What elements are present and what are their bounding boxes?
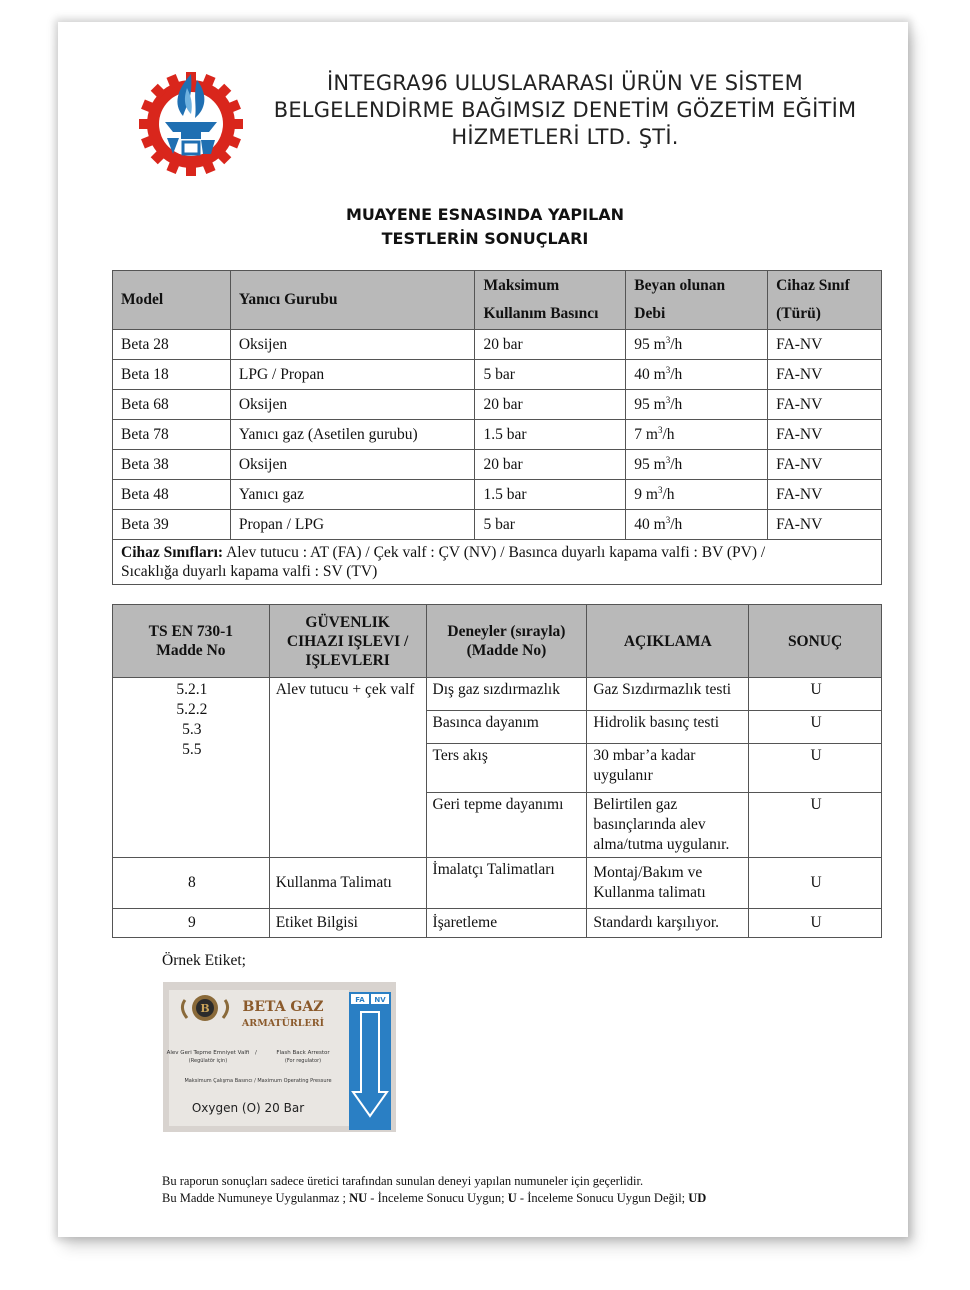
company-name (270, 70, 860, 151)
tests-table-header (113, 605, 882, 678)
label-line-3: Maksimum Çalışma Basıncı / Maximum Operating Pressure (184, 1078, 332, 1084)
cell-class: FA-NV (768, 360, 882, 390)
cell-pressure: 20 bar (475, 390, 626, 420)
cell-result: U (749, 909, 882, 938)
cell-model: Beta 78 (113, 420, 231, 450)
cell-result: U (749, 711, 882, 744)
cell-flow: 95 $m^3/h$ (626, 390, 768, 420)
cell-group: Oksijen (230, 330, 475, 360)
cell-pressure: 1.5 bar (475, 420, 626, 450)
cell-pressure: 20 bar (475, 330, 626, 360)
report-notes (162, 1173, 706, 1207)
cell-description: Gaz Sızdırmazlık testi (587, 678, 749, 711)
cell-pressure: 5 bar (475, 510, 626, 540)
cell-pressure: 5 bar (475, 360, 626, 390)
header-group: Yanıcı Gurubu (230, 271, 475, 330)
cell-model: Beta 68 (113, 390, 231, 420)
table-row (113, 450, 882, 480)
header-model: Model (113, 271, 231, 330)
cell-model: Beta 38 (113, 450, 231, 480)
table-row (113, 510, 882, 540)
cell-function: Alev tutucu + çek valf (269, 678, 426, 858)
cell-result: U (749, 858, 882, 909)
table-row (113, 678, 882, 711)
table-row (113, 390, 882, 420)
cell-description: 30 mbar’a kadar uygulanır (587, 744, 749, 793)
cell-group: LPG / Propan (230, 360, 475, 390)
table-row (113, 330, 882, 360)
header-class: Cihaz Sınıf (Türü) (768, 271, 882, 330)
header-function: GÜVENLIK CIHAZI IŞLEVI / IŞLEVLERI (269, 605, 426, 678)
cell-class: FA-NV (768, 480, 882, 510)
cell-description: Montaj/Bakım ve Kullanma talimatı (587, 858, 749, 909)
cell-test: Dış gaz sızdırmazlık (426, 678, 587, 711)
sample-label-caption: Örnek Etiket; (162, 952, 246, 969)
label-brand-name: BETA GAZ (242, 999, 324, 1015)
header-result: SONUÇ (749, 605, 882, 678)
cell-test: İmalatçı Talimatları (426, 858, 587, 909)
cell-description: Belirtilen gaz basınçlarında alev alma/tutma uygulanır. (587, 793, 749, 858)
sample-label-image (163, 982, 396, 1132)
cell-group: Propan / LPG (230, 510, 475, 540)
cell-pressure: 1.5 bar (475, 480, 626, 510)
cell-class: FA-NV (768, 330, 882, 360)
cell-flow: 95 $m^3/h$ (626, 450, 768, 480)
cell-model: Beta 18 (113, 360, 231, 390)
table-row (113, 909, 882, 938)
models-table-header (113, 271, 882, 330)
cell-class: FA-NV (768, 420, 882, 450)
cell-clause: 8 (113, 858, 270, 909)
cell-result: U (749, 744, 882, 793)
footnote-text-2: Sıcaklığa duyarlı kapama valfi : SV (TV) (121, 563, 378, 580)
header-pressure: Maksimum Kullanım Basıncı (475, 271, 626, 330)
cell-test: İşaretleme (426, 909, 587, 938)
company-name-line-3: HİZMETLERİ LTD. ŞTİ. (451, 125, 679, 149)
cell-flow: 40 $m^3/h$ (626, 360, 768, 390)
label-line-1a: Alev Geri Tepme Emniyet Valfi (166, 1050, 250, 1056)
company-name-line-1: İNTEGRA96 ULUSLARARASI ÜRÜN VE SİSTEM (327, 71, 803, 95)
label-line-1b: Flash Back Arrestor (276, 1050, 330, 1056)
cell-description: Hidrolik basınç testi (587, 711, 749, 744)
cell-class: FA-NV (768, 510, 882, 540)
cell-test: Geri tepme dayanımı (426, 793, 587, 858)
cell-class: FA-NV (768, 450, 882, 480)
cell-test: Basınca dayanım (426, 711, 587, 744)
cell-model: Beta 28 (113, 330, 231, 360)
footnote-label: Cihaz Sınıfları: (121, 544, 224, 561)
cell-model: Beta 48 (113, 480, 231, 510)
cell-class: FA-NV (768, 390, 882, 420)
cell-result: U (749, 678, 882, 711)
cell-group: Oksijen (230, 390, 475, 420)
company-name-line-2: BELGELENDİRME BAĞIMSIZ DENETİM GÖZETİM EĞİTİM (273, 98, 857, 122)
label-line-2a: (Regülatör için) (188, 1058, 228, 1064)
cell-clauses: 5.2.1 5.2.2 5.3 5.5 (113, 678, 270, 858)
cell-flow: 9 $m^3/h$ (626, 480, 768, 510)
cell-model: Beta 39 (113, 510, 231, 540)
report-title (290, 203, 680, 251)
svg-text:B: B (200, 1002, 210, 1015)
note-line-1: Bu raporun sonuçları sadece üretici tarafından sunulan deneyi yapılan numuneler için geçerlidir. (162, 1174, 644, 1188)
tests-table (112, 604, 882, 938)
cell-description: Standardı karşılıyor. (587, 909, 749, 938)
cell-group: Oksijen (230, 450, 475, 480)
report-title-line-1: MUAYENE ESNASINDA YAPILAN (345, 205, 625, 224)
label-brand-sub: ARMATÜRLERİ (241, 1018, 325, 1029)
cell-pressure: 20 bar (475, 450, 626, 480)
table-row (113, 480, 882, 510)
header-flow: Beyan olunan Debi (626, 271, 768, 330)
cell-group: Yanıcı gaz (230, 480, 475, 510)
label-line-2b: (For regulator) (284, 1058, 322, 1064)
cell-function: Etiket Bilgisi (269, 909, 426, 938)
header-tests: Deneyler (sırayla) (Madde No) (426, 605, 587, 678)
footnote-text: Alev tutucu : AT (FA) / Çek valf : ÇV (NV) / Basınca duyarlı kapama valfi : BV (PV) / (223, 544, 766, 561)
table-row (113, 360, 882, 390)
cell-flow: 7 $m^3/h$ (626, 420, 768, 450)
label-badge-fa: FA (355, 996, 365, 1004)
models-table (112, 270, 882, 585)
cell-group: Yanıcı gaz (Asetilen gurubu) (230, 420, 475, 450)
label-badge-nv: NV (374, 996, 386, 1004)
table-row (113, 858, 882, 909)
header-clause: TS EN 730-1 Madde No (113, 605, 270, 678)
cell-flow: 40 $m^3/h$ (626, 510, 768, 540)
models-table-footnote (113, 540, 882, 585)
svg-text:/: / (255, 1050, 257, 1056)
cell-function: Kullanma Talimatı (269, 858, 426, 909)
cell-result: U (749, 793, 882, 858)
header-description: AÇIKLAMA (587, 605, 749, 678)
report-title-line-2: TESTLERİN SONUÇLARI (381, 229, 589, 248)
company-logo (136, 64, 246, 176)
table-row (113, 420, 882, 450)
cell-clause: 9 (113, 909, 270, 938)
cell-test: Ters akış (426, 744, 587, 793)
note-line-2: Bu Madde Numuneye Uygulanmaz ; NU - İnceleme Sonucu Uygun; U - İnceleme Sonucu Uygun Değil; UD (162, 1191, 707, 1205)
cell-flow: 95 $m^3/h$ (626, 330, 768, 360)
label-line-4: Oxygen (O) 20 Bar (191, 1101, 305, 1115)
